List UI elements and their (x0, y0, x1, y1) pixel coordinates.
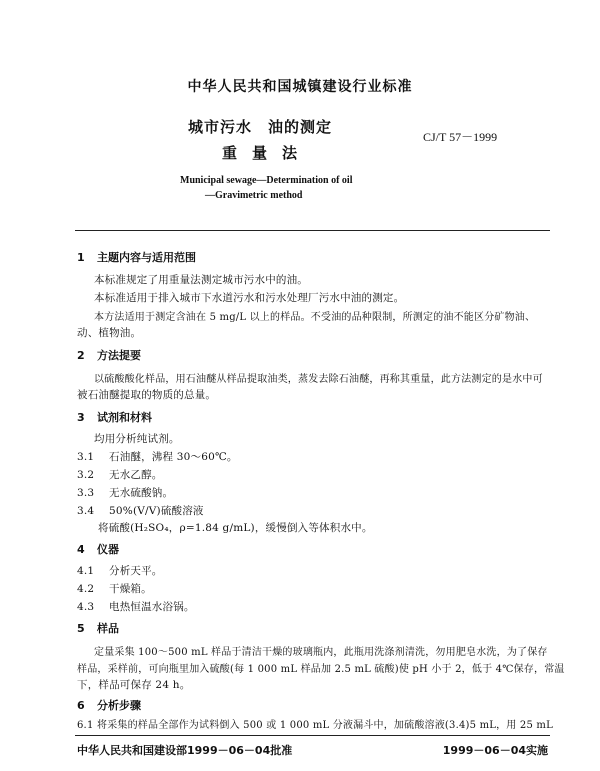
list-item-3-1 (77, 449, 238, 464)
section-1-para-2: 本标准适用于排入城市下水道污水和污水处理厂污水中油的测定。 (94, 292, 405, 304)
item-number: 6.1 (77, 720, 94, 731)
list-item-4-2 (77, 581, 152, 596)
item-number: 3.3 (77, 487, 95, 499)
list-item-3-4 (77, 503, 204, 518)
item-number: 4.1 (77, 565, 95, 577)
item-text: 将采集的样品全部作为试料倒入 500 或 1 000 mL 分液漏斗中，加硫酸溶液(3.4)5 mL，用 25 mL (97, 720, 553, 731)
section-5-title: 样品 (97, 622, 119, 635)
item-text: 石油醚，沸程 30～60℃。 (109, 451, 238, 463)
section-5-para-line-1: 定量采集 100～500 mL 样品于清洁干燥的玻璃瓶内，此瓶用洗涤剂清洗，勿用肥皂水洗，为了保存 (94, 647, 548, 658)
list-item-3-3 (77, 485, 173, 500)
section-5-para-line-3: 下，样品可保存 24 h。 (77, 679, 191, 691)
section-2-heading (77, 347, 141, 363)
section-4-number: 4 (77, 543, 85, 556)
section-2-para-line-1: 以硫酸酸化样品，用石油醚从样品提取油类，蒸发去除石油醚，再称其重量，此方法测定的是水中可 (94, 374, 543, 385)
item-number: 3.1 (77, 451, 95, 463)
section-1-para-3-line-1: 本方法适用于测定含油在 5 mg/L 以上的样品。不受油的品种限制，所测定的油不能区分矿物油、 (94, 312, 536, 323)
section-2-number: 2 (77, 349, 85, 362)
section-1-number: 1 (77, 251, 85, 264)
issuer-title: 中华人民共和国城镇建设行业标准 (187, 79, 413, 95)
footer-approval: 中华人民共和国建设部1999－06－04批准 (77, 744, 293, 757)
standard-title-line2: 重 量 法 (222, 144, 298, 162)
item-text: 电热恒温水浴锅。 (109, 601, 195, 613)
section-1-heading (77, 249, 196, 265)
item-number: 4.2 (77, 583, 95, 595)
standard-title-line1: 城市污水 油的测定 (188, 118, 333, 136)
section-1-title: 主题内容与适用范围 (97, 251, 196, 264)
section-6-number: 6 (77, 699, 85, 712)
english-title-line1: Municipal sewage—Determination of oil (180, 175, 353, 186)
section-5-para-line-2: 样品，采样前，可向瓶里加入硫酸(每 1 000 mL 样品加 2.5 mL 硫酸)使 pH 小于 2，低于 4℃保存，常温 (77, 664, 565, 675)
item-text: 干燥箱。 (109, 583, 152, 595)
standard-code: CJ/T 57－1999 (423, 130, 498, 144)
footer-implementation: 1999－06－04实施 (442, 744, 548, 757)
section-3-heading (77, 409, 152, 425)
english-title-line2: —Gravimetric method (205, 190, 303, 201)
item-number: 3.2 (77, 469, 95, 481)
header-divider (75, 230, 550, 231)
section-4-heading (77, 541, 119, 557)
item-text: 无水硫酸钠。 (109, 487, 174, 499)
list-item-6-1 (77, 716, 553, 731)
item-text: 无水乙醇。 (109, 469, 163, 481)
list-item-4-3 (77, 599, 195, 614)
section-3-note: 将硫酸(H₂SO₄，ρ=1.84 g/mL)，缓慢倒入等体积水中。 (98, 522, 373, 534)
item-number: 4.3 (77, 601, 95, 613)
section-4-title: 仪器 (97, 543, 119, 556)
section-5-heading (77, 620, 119, 636)
section-2-para-line-2: 被石油醚提取的物质的总量。 (77, 389, 217, 401)
section-3-number: 3 (77, 411, 85, 424)
section-3-title: 试剂和材料 (97, 411, 152, 424)
list-item-3-2 (77, 467, 163, 482)
list-item-4-1 (77, 563, 163, 578)
section-1-para-3-line-2: 动、植物油。 (77, 327, 142, 339)
item-text: 分析天平。 (109, 565, 163, 577)
section-2-title: 方法提要 (97, 349, 141, 362)
section-1-para-1: 本标准规定了用重量法测定城市污水中的油。 (94, 274, 308, 286)
section-3-intro: 均用分析纯试剂。 (94, 433, 180, 445)
item-number: 3.4 (77, 505, 95, 517)
footer-divider (75, 735, 550, 736)
section-6-title: 分析步骤 (97, 699, 141, 712)
section-5-number: 5 (77, 622, 85, 635)
section-6-heading (77, 697, 141, 713)
item-text: 50%(V/V)硫酸溶液 (109, 505, 204, 517)
